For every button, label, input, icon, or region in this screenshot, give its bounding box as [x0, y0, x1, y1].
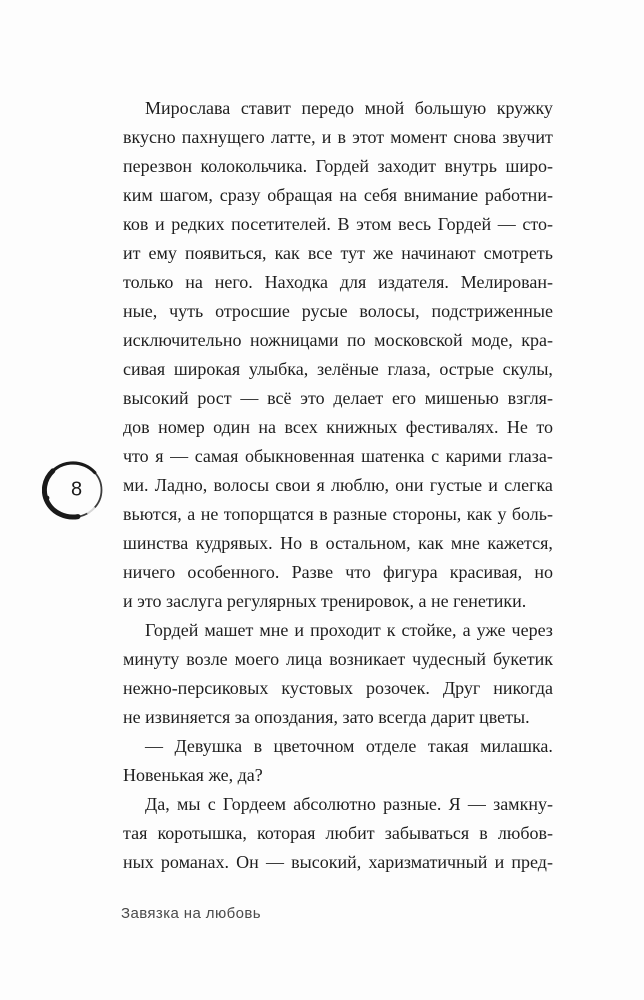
text-line: перезвон колокольчика. Гордей заходит внутрь широ- — [123, 156, 553, 176]
text-line: не извиняется за опоздания, зато всегда дарит цветы. — [123, 707, 530, 727]
text-line: ничего особенного. Разве что фигура красивая, но — [123, 562, 553, 582]
text-line: ных романах. Он — высокий, харизматичный и пред- — [123, 852, 553, 872]
footer-book-title: Завязка на любовь — [121, 905, 261, 922]
text-line: вьются, а не топорщатся в разные стороны, как у боль- — [123, 504, 553, 524]
text-line: исключительно ножницами по московской моде, кра- — [123, 330, 553, 350]
text-line: ми. Ладно, волосы свои я люблю, они густые и слегка — [123, 475, 553, 495]
text-line: Мирослава ставит передо мной большую кружку — [145, 98, 553, 118]
text-line: ким шагом, сразу обращая на себя внимание работни- — [123, 185, 553, 205]
text-line: ит ему появиться, как все тут же начинают смотреть — [123, 243, 553, 263]
text-line: нежно-персиковых кустовых розочек. Друг никогда — [123, 678, 553, 698]
text-line: шинства кудрявых. Но в остальном, как мне кажется, — [123, 533, 553, 553]
text-line: только на него. Находка для издателя. Мелирован- — [123, 272, 553, 292]
page-number-stamp — [42, 461, 105, 520]
text-line: Гордей машет мне и проходит к стойке, а уже через — [145, 620, 553, 640]
body-text — [123, 94, 553, 877]
text-line: Да, мы с Гордеем абсолютно разные. Я — замкну- — [145, 794, 553, 814]
text-line: высокий рост — всё это делает его мишенью взгля- — [123, 388, 553, 408]
text-line: ков и редких посетителей. В этом весь Гордей — сто- — [123, 214, 553, 234]
text-line: ные, чуть отросшие русые волосы, подстриженные — [123, 301, 553, 321]
text-line: и это заслуга регулярных тренировок, а не генетики. — [123, 591, 527, 611]
text-line: тая коротышка, которая любит забываться в любов- — [123, 823, 553, 843]
text-line: что я — самая обыкновенная шатенка с карими глаза- — [123, 446, 553, 466]
text-line: вкусно пахнущего латте, и в этот момент снова звучит — [123, 127, 553, 147]
text-line: Новенькая же, да? — [123, 765, 263, 785]
text-line: сивая широкая улыбка, зелёные глаза, острые скулы, — [123, 359, 553, 379]
text-line: — Девушка в цветочном отделе такая милашка. — [145, 736, 553, 756]
text-line: минуту возле моего лица возникает чудесный букетик — [123, 649, 553, 669]
page-number: 8 — [70, 478, 83, 501]
text-line: дов номер один на всех книжных фестивалях. Не то — [123, 417, 553, 437]
